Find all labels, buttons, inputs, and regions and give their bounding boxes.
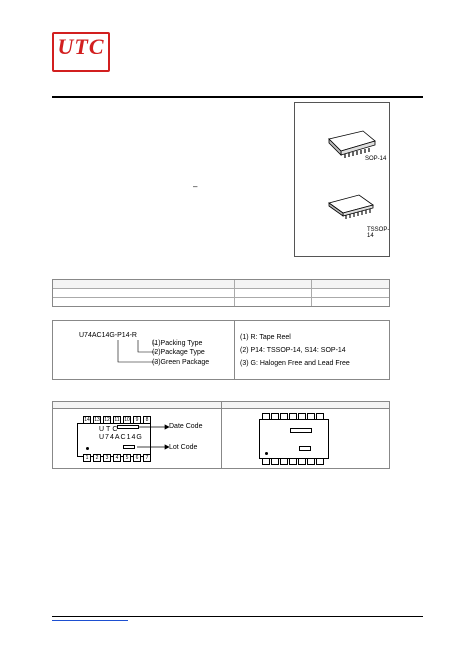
footer-rule — [52, 616, 423, 617]
ordering-part-number: U74AC14G-P14-R — [79, 332, 137, 339]
pin-number: 9 — [133, 416, 141, 424]
ordering-callout: (2)Package Type — [152, 349, 205, 356]
pin-number: 2 — [93, 454, 101, 462]
chip2-bottom-pin-row — [262, 458, 324, 465]
pin-number: 7 — [143, 454, 151, 462]
pin-number: 3 — [103, 454, 111, 462]
ordering-note: (3) G: Halogen Free and Lead Free — [240, 360, 350, 367]
pin-box — [316, 458, 324, 465]
marking-arrows — [137, 424, 169, 454]
website-link[interactable] — [52, 620, 128, 621]
pin-box — [262, 413, 270, 420]
utc-logo-text: UTC — [57, 34, 105, 59]
ordering-note: (1) R: Tape Reel — [240, 334, 291, 341]
pin-box — [289, 413, 297, 420]
pin-number: 14 — [84, 417, 90, 423]
pin-box — [280, 458, 288, 465]
package-box — [294, 102, 390, 257]
chip2-pin1-dot — [265, 452, 268, 455]
table-column-divider — [311, 280, 312, 306]
ordering-divider — [234, 321, 235, 379]
lot-code-label: Lot Code — [169, 444, 198, 451]
pin-number: 4 — [113, 454, 121, 462]
ordering-table — [52, 279, 390, 307]
pin-number: 13 — [94, 417, 100, 423]
pin-box — [262, 458, 270, 465]
table-row — [53, 289, 389, 298]
marking-divider — [221, 402, 222, 468]
pin-number: 8 — [143, 416, 151, 424]
pin-box — [316, 413, 324, 420]
pin-box — [280, 413, 288, 420]
marking-chip2-outline — [259, 419, 329, 459]
ordering-callout-lines — [108, 340, 158, 368]
lot-code-boxes — [123, 445, 135, 449]
pin-box — [298, 413, 306, 420]
pin-number: 12 — [104, 417, 110, 423]
top-pin-row — [83, 416, 151, 424]
table-row — [53, 280, 389, 289]
pin-box — [289, 458, 297, 465]
description-dash: – — [193, 182, 198, 191]
marking-line1: UTC — [99, 426, 120, 433]
header-rule — [52, 96, 423, 98]
pin-number: 10 — [124, 417, 130, 423]
pin1-dot — [86, 447, 89, 450]
ordering-code-box — [52, 320, 390, 380]
date-code-label: Date Code — [169, 423, 203, 430]
pin-box — [307, 458, 315, 465]
pin-number: 6 — [133, 454, 141, 462]
chip2-code-boxes — [290, 428, 312, 433]
bottom-pin-row — [83, 454, 151, 462]
chip2-lot-boxes — [299, 446, 311, 451]
ordering-note: (2) P14: TSSOP-14, S14: SOP-14 — [240, 347, 346, 354]
pin-box — [298, 458, 306, 465]
pin-number: 11 — [114, 417, 120, 423]
table-column-divider — [234, 280, 235, 306]
tssop14-package-image — [323, 189, 383, 225]
pin-box — [271, 413, 279, 420]
pin-number: 5 — [123, 454, 131, 462]
chip2-top-pin-row — [262, 413, 324, 420]
pin-box — [271, 458, 279, 465]
marking-box — [52, 401, 390, 469]
pin-number: 1 — [83, 454, 91, 462]
package-label-tssop14: TSSOP-14 — [367, 227, 390, 239]
pin-box — [307, 413, 315, 420]
package-label-sop14: SOP-14 — [365, 156, 387, 162]
marking-line2: U74AC14G — [99, 434, 143, 441]
date-code-boxes — [117, 425, 139, 429]
ordering-callout: (1)Packing Type — [152, 340, 203, 347]
ordering-callout: (3)Green Package — [152, 359, 210, 366]
